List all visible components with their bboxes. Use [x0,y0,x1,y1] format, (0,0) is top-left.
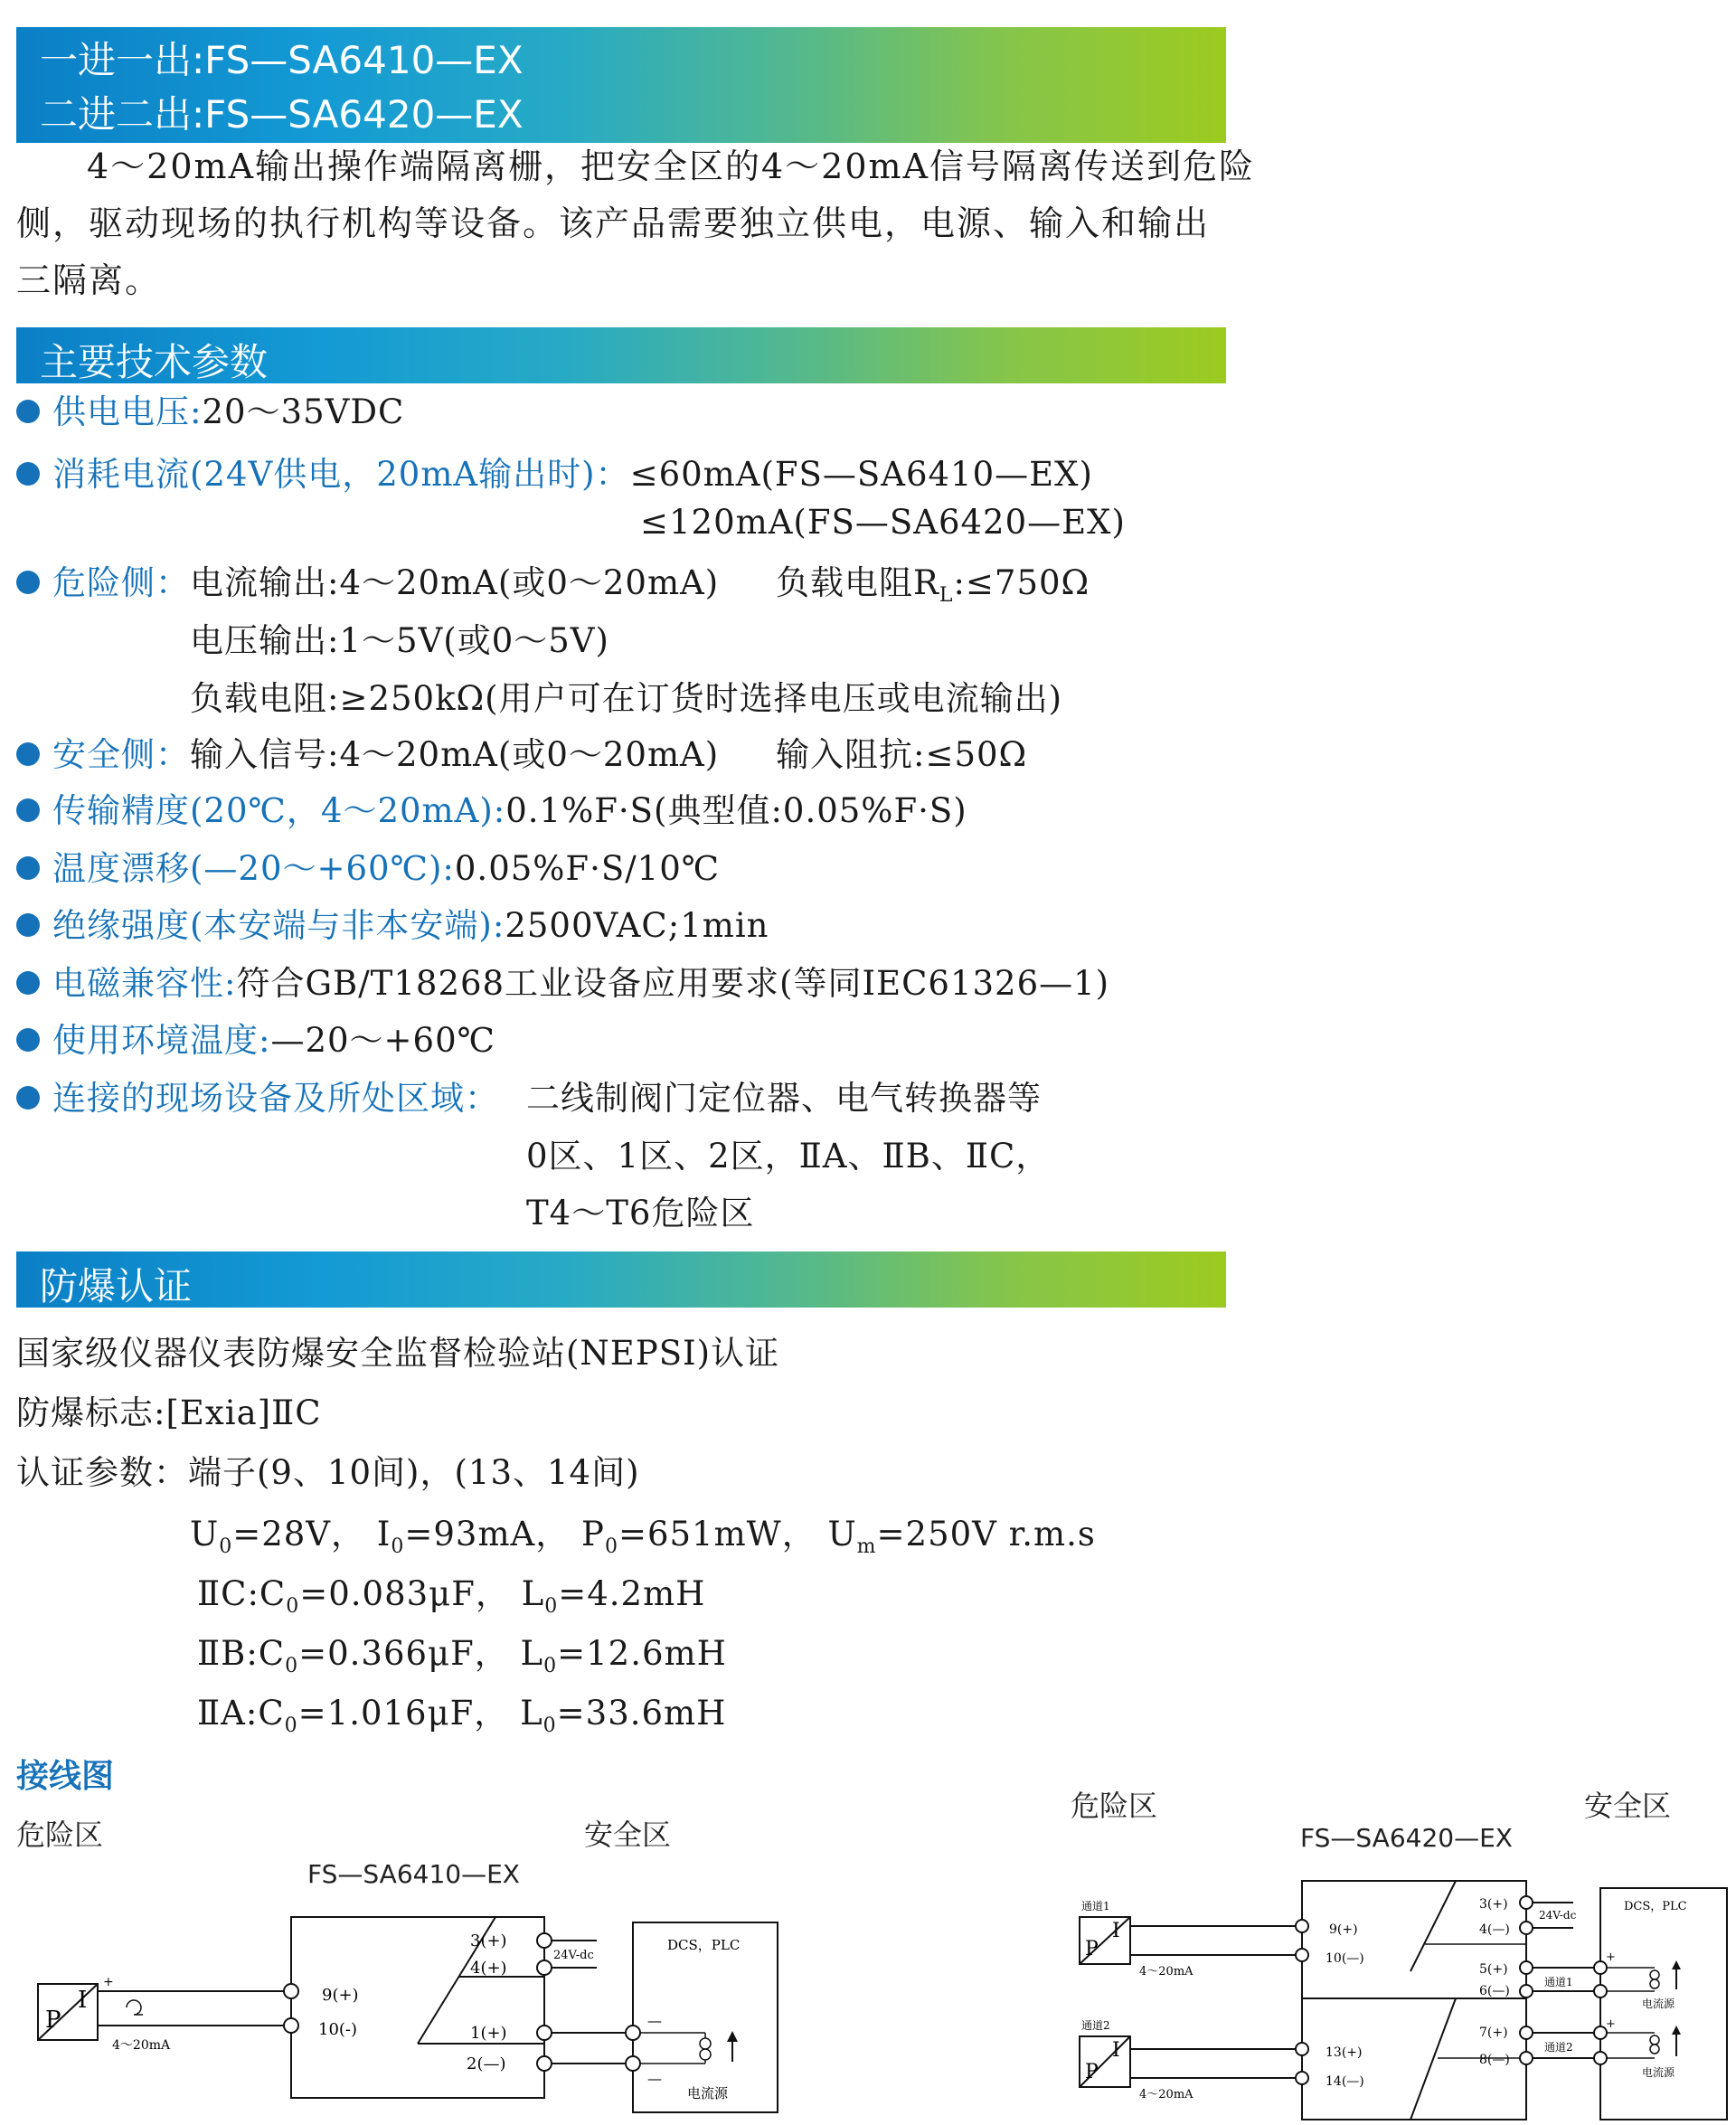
left-loop-label: 4～20mA [112,2038,171,2053]
bullet-icon [16,742,40,766]
left-loop-plus: + [103,1975,114,1989]
right-loop-1: 4～20mA [1139,1965,1194,1979]
spec-safe: 安全侧：输入信号:4～20mA(或0～20mA) [16,727,719,776]
right-t14: 14(—) [1326,2074,1364,2089]
left-safe-label: 安全区 [584,1818,672,1852]
specs-title: 主要技术参数 [40,340,269,384]
cert-line-3: 认证参数：端子(9、10间)，(13、14间) [16,1453,640,1492]
right-device-i-1: I [1112,1920,1120,1942]
bullet-icon [16,462,40,486]
specs-band [16,327,1226,383]
cert-line-2: 防爆标志:[Exia]ⅡC [16,1393,322,1432]
left-hazard-label: 危险区 [16,1818,104,1852]
right-t9: 9(+) [1329,1922,1358,1937]
cert-band [16,1251,1226,1308]
right-ch1-dev-label: 通道1 [1081,1900,1110,1912]
spec-supply: 供电电压:20～35VDC [16,384,404,433]
spec-devices-3: T4～T6危险区 [526,1194,755,1232]
spec-hazard-load: 负载电阻$R_L:\le 750\Omega$ [776,563,1090,607]
spec-insulation: 绝缘强度(本安端与非本安端):2500VAC;1min [16,898,769,947]
right-loop-2: 4～20mA [1139,2088,1194,2101]
left-model: FS—SA6410—EX [307,1859,520,1889]
bullet-icon [16,1086,40,1110]
right-t4: 4(—) [1479,1922,1510,1937]
cert-iic: $ⅡC:C_0=0.083\mu F$， $L_0=4.2mH$ [197,1574,706,1618]
header-band [16,27,1226,143]
right-t8: 8(—) [1479,2053,1510,2067]
right-ch1-label: 通道1 [1544,1976,1573,1988]
bullet-icon [16,913,40,937]
spec-ambient: 使用环境温度:—20～+60℃ [16,1013,495,1062]
spec-safe-impedance: 输入阻抗:≤50Ω [776,735,1028,774]
right-dcs: DCS，PLC [1624,1900,1687,1913]
intro-line-2: 侧，驱动现场的执行机构等设备。该产品需要独立供电，电源、输入和输出 [16,203,1211,243]
right-ch2-dev-label: 通道2 [1081,2019,1110,2032]
intro-line-1: 4～20mA输出操作端隔离栅，把安全区的4～20mA信号隔离传送到危险 [87,146,1256,186]
left-wiring-diagram [0,1890,814,2125]
header-line-1: 一进一出:FS—SA6410—EX [40,38,524,82]
left-supply: 24V-dc [553,1949,594,1962]
right-ch2-label: 通道2 [1544,2041,1573,2054]
left-minus: — [647,2012,662,2029]
left-t9: 9(+) [322,1986,359,2005]
left-t3: 3(+) [470,1931,507,1950]
spec-drift: 温度漂移(—20～+60℃):0.05%F·S/10℃ [16,841,720,890]
wiring-title: 接线图 [16,1758,115,1795]
left-device-p: P [45,2007,61,2034]
spec-hazard-voltage: 电压输出:1～5V(或0～5V) [190,621,609,660]
right-t13: 13(+) [1326,2045,1363,2060]
spec-hazard-load2: 负载电阻:≥250kΩ(用户可在订货时选择电压或电流输出) [190,679,1063,718]
cert-iia: $ⅡA:C_0=1.016\mu F$， $L_0=33.6mH$ [197,1694,727,1737]
right-device-i-2: I [1112,2039,1120,2062]
bullet-icon [16,400,40,423]
cert-params: $U_0=28V$， $I_0=93mA$， $P_0=651mW$， $U_m=250V$ r.m.s [190,1515,1096,1558]
cert-title: 防爆认证 [40,1264,193,1308]
header-line-2: 二进二出:FS—SA6420—EX [40,92,524,137]
right-wiring-diagram [1067,1863,1736,2125]
left-t1: 1(+) [470,2024,507,2043]
left-dcs: DCS，PLC [667,1937,741,1953]
right-t5: 5(+) [1479,1962,1508,1977]
left-t4: 4(+) [470,1959,507,1978]
left-src: 电流源 [687,2085,729,2101]
spec-hazard: 危险侧：电流输出:4～20mA(或0～20mA) [16,555,719,604]
intro-line-3: 三隔离。 [16,260,162,300]
bullet-icon [16,798,40,822]
right-src-1: 电流源 [1642,1998,1675,2010]
right-plus-2: + [1606,2017,1616,2031]
bullet-icon [16,856,40,880]
right-model: FS—SA6420—EX [1300,1823,1513,1853]
cert-line-1: 国家级仪器仪表防爆安全监督检验站(NEPSI)认证 [16,1334,780,1373]
bullet-icon [16,571,40,594]
spec-emc: 电磁兼容性:符合GB/T18268工业设备应用要求(等同IEC61326—1) [16,956,1109,1005]
right-supply: 24V-dc [1539,1909,1577,1922]
left-t2: 2(—) [467,2054,506,2073]
right-t10: 10(—) [1326,1951,1364,1966]
spec-consumption-2: ≤120mA(FS—SA6420—EX) [640,503,1126,542]
spec-devices: 连接的现场设备及所处区域： [16,1071,499,1119]
cert-iib: $ⅡB:C_0=0.366\mu F$， $L_0=12.6mH$ [197,1634,727,1677]
right-t7: 7(+) [1479,2026,1508,2040]
spec-accuracy: 传输精度(20℃，4～20mA):0.1%F·S(典型值:0.05%F·S) [16,783,967,832]
right-device-p-1: P [1085,1938,1099,1960]
spec-consumption: 消耗电流(24V供电，20mA输出时)：≤60mA(FS—SA6410—EX) [16,447,1093,496]
spec-devices-2: 0区、1区、2区，ⅡA、ⅡB、ⅡC， [526,1137,1051,1176]
spec-devices-1: 二线制阀门定位器、电气转换器等 [526,1079,1042,1118]
right-plus: + [1606,1950,1616,1964]
right-device-p-2: P [1085,2061,1099,2083]
bullet-icon [16,971,40,995]
right-t6: 6(—) [1479,1984,1510,1998]
left-minus-2: — [647,2070,662,2087]
right-t3: 3(+) [1479,1897,1508,1912]
left-device-i: I [78,1987,88,2014]
right-hazard-label: 危险区 [1071,1789,1158,1823]
bullet-icon [16,1028,40,1052]
right-safe-label: 安全区 [1584,1789,1672,1823]
left-t10: 10(-) [318,2020,358,2039]
right-src-2: 电流源 [1642,2066,1675,2079]
